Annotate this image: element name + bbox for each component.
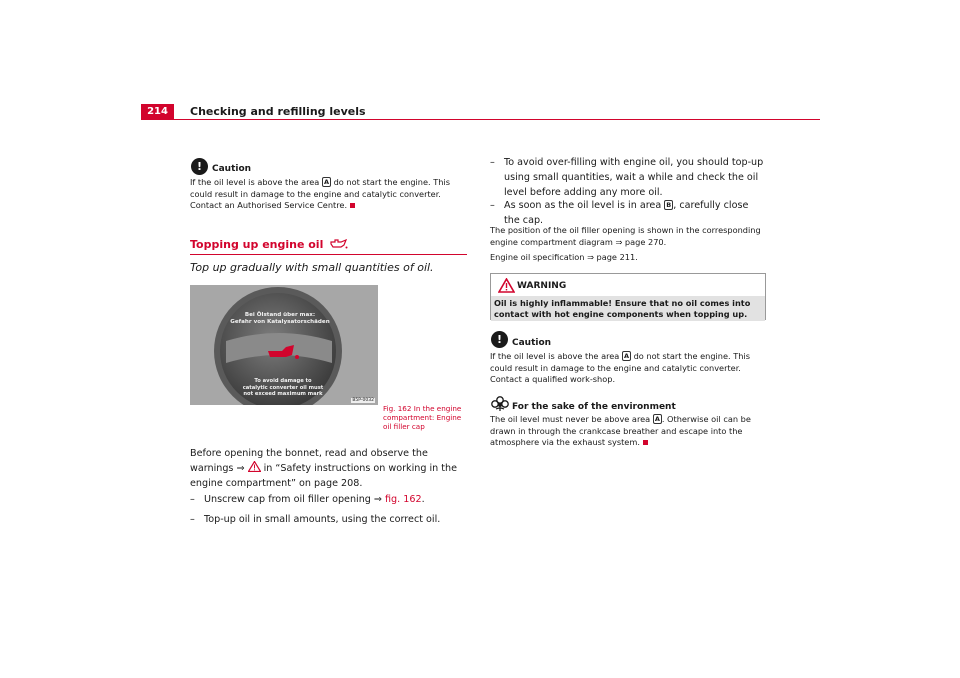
end-mark bbox=[643, 440, 648, 445]
caution-text: If the oil level is above the area A do not start the engine. This could result in damage to the engine and catalytic converter. Contact an Authorised Service Centre. bbox=[190, 177, 450, 210]
running-header: Checking and refilling levels bbox=[190, 105, 366, 118]
step-1: Unscrew cap from oil filler opening ⇒ fig. 162. bbox=[204, 494, 425, 505]
figure-caption: Fig. 162 In the engine compartment: Engine oil filler cap bbox=[383, 404, 462, 431]
area-marker-b: B bbox=[666, 201, 672, 209]
area-marker-a: A bbox=[654, 415, 660, 423]
figure-link[interactable]: fig. 162 bbox=[385, 494, 422, 505]
warning-text: Oil is highly inflammable! Ensure that no oil comes into contact with hot engine components when topping up. bbox=[491, 296, 765, 321]
intro-paragraph: Before opening the bonnet, read and observe the warnings ⇒ in “Safety instructions on working in the engine compartment” on page 208. bbox=[190, 448, 458, 490]
environment-title: For the sake of the environment bbox=[512, 402, 676, 412]
figure-code: B5P-0032 bbox=[352, 398, 374, 403]
step-dash: – bbox=[490, 157, 495, 168]
environment-text: The oil level must never be above area A . Otherwise oil can be drawn in through the crankcase breather and escape into the atmosphere via the exhaust system. bbox=[490, 414, 751, 447]
section-title: Topping up engine oil bbox=[190, 238, 348, 251]
environment-flower-icon bbox=[491, 396, 509, 412]
warning-title: WARNING bbox=[517, 281, 567, 291]
section-subtitle: Top up gradually with small quantities of oil. bbox=[190, 261, 434, 274]
warning-triangle-icon bbox=[498, 278, 515, 293]
caution-icon: ! bbox=[191, 158, 208, 175]
oil-can-icon bbox=[330, 239, 348, 249]
position-paragraph: The position of the oil filler opening is shown in the corresponding engine compartment diagram ⇒ page 270. bbox=[490, 225, 761, 247]
step-dash: – bbox=[190, 494, 195, 505]
area-marker-a: A bbox=[323, 178, 329, 186]
caution-title: Caution bbox=[212, 164, 252, 174]
step-3: To avoid over-filling with engine oil, you should top-up using small quantities, wait a while and check the oil level before adding any more oil. bbox=[504, 157, 764, 199]
caution-text: If the oil level is above the area A do not start the engine. This could result in damage to the engine and catalytic converter. Contact a qualified work-shop. bbox=[490, 351, 750, 384]
caution-title: Caution bbox=[512, 338, 552, 348]
area-marker-a: A bbox=[623, 352, 629, 360]
section-rule bbox=[190, 254, 467, 255]
cap-upper-text: Bei Ölstand über max: Gefahr von Katalysatorschäden bbox=[230, 312, 330, 325]
step-4: As soon as the oil level is in area B , carefully close the cap. bbox=[504, 200, 749, 227]
page-number: 214 bbox=[141, 104, 174, 120]
caution-icon: ! bbox=[491, 331, 508, 348]
spec-paragraph: Engine oil specification ⇒ page 211. bbox=[490, 252, 638, 262]
warning-header bbox=[491, 274, 765, 296]
step-dash: – bbox=[490, 200, 495, 211]
step-2: Top-up oil in small amounts, using the correct oil. bbox=[204, 514, 441, 525]
oil-cap-photo bbox=[190, 285, 378, 405]
cap-lower-text: To avoid damage to catalytic converter oil must not exceed maximum mark bbox=[242, 378, 324, 397]
end-mark bbox=[350, 203, 355, 208]
warning-triangle-icon bbox=[248, 461, 261, 472]
step-dash: – bbox=[190, 514, 195, 525]
header-rule bbox=[141, 119, 820, 120]
warning-box bbox=[490, 273, 766, 320]
